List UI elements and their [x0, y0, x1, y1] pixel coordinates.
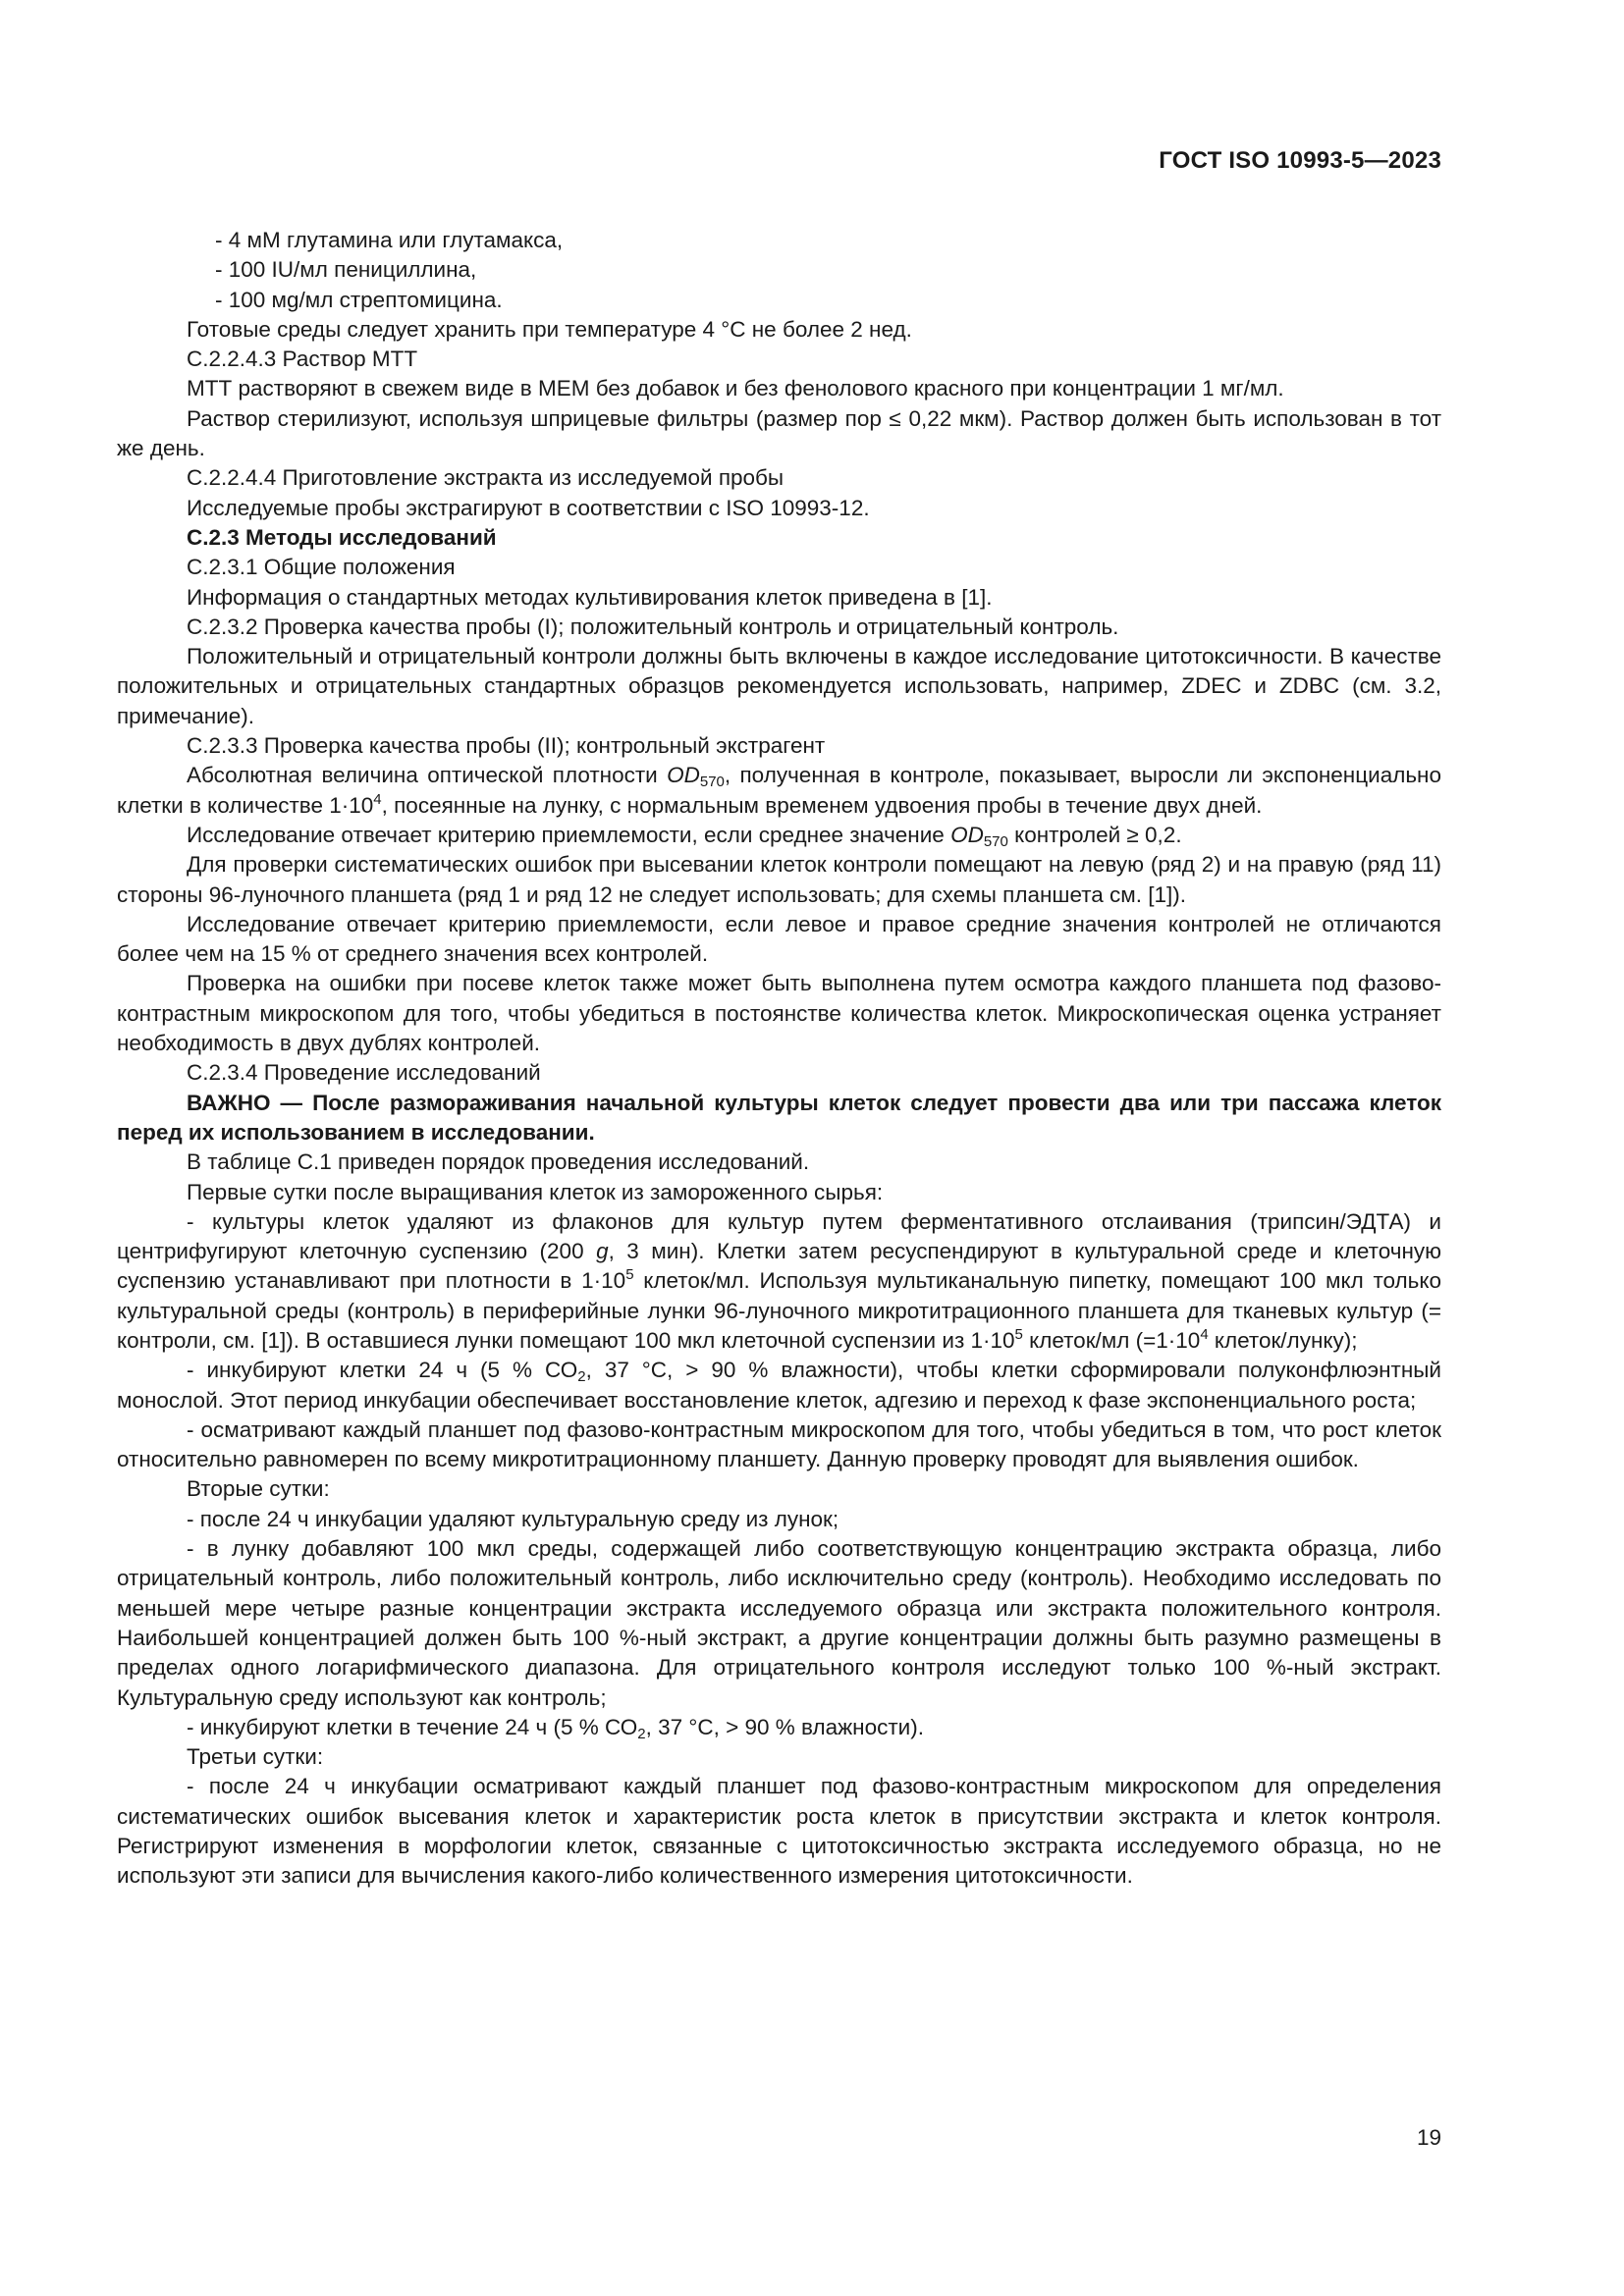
paragraph — [117, 821, 1441, 850]
text-run: , посеянные на лунку, с нормальным временем удвоения пробы в течение двух дней. — [381, 792, 1263, 818]
paragraph — [117, 761, 1441, 821]
superscript: 4 — [1200, 1325, 1209, 1343]
list-item: - после 24 ч инкубации удаляют культуральную среду из лунок; — [187, 1506, 839, 1531]
paragraph: Первые сутки после выращивания клеток из замороженного сырья: — [187, 1179, 884, 1204]
section-heading: С.2.2.4.3 Раствор МТТ — [187, 347, 418, 372]
subscript: 2 — [637, 1725, 646, 1742]
text-run: - инкубируют клетки 24 ч (5 % СО — [187, 1358, 578, 1383]
text-run: клеток/мл. Используя мультиканальную пипетку, помещают 100 мкл только культуральной среды (контроль) в периферийные лунки 96-луночного микротитрационного планшета для тканевых культур (= контроли, см. [1]). В оставшиеся лунки помещают 100 мкл клеточной суспензии из 1·10 — [117, 1268, 1441, 1353]
paragraph: В таблице С.1 приведен порядок проведения исследований. — [187, 1149, 810, 1175]
od-symbol: OD — [950, 822, 984, 847]
list-item: - после 24 ч инкубации осматривают каждый планшет под фазово-контрастным микроскопом для определения систематических ошибок высевания клеток и характеристик роста клеток в присутствии экстракта и клеток контроля. Регистрируют изменения в морфологии клеток, связанные с цитотоксичностью экстракта исследуемого образца, но не используют эти записи для вычисления какого-либо количественного измерения цитотоксичности. — [117, 1774, 1441, 1889]
od-symbol: OD — [667, 763, 700, 788]
section-heading: С.2.3.1 Общие положения — [187, 555, 456, 580]
paragraph: Положительный и отрицательный контроли должны быть включены в каждое исследование цитотоксичности. В качестве положительных и отрицательных стандартных образцов рекомендуется использовать, например, ZDEC и ZDBC (см. 3.2, примечание). — [117, 644, 1441, 728]
list-item: - 100 IU/мл пенициллина, — [215, 257, 477, 283]
text-run: , полученная в контроле, показывает, выросли ли экспоненциально клетки в количестве 1·10 — [117, 763, 1441, 818]
section-heading: С.2.3.2 Проверка качества пробы (I); положительный контроль и отрицательный контроль. — [187, 614, 1119, 639]
document-header: ГОСТ ISO 10993-5—2023 — [1159, 147, 1441, 174]
paragraph: Третьи сутки: — [187, 1744, 324, 1770]
paragraph: Проверка на ошибки при посеве клеток также может быть выполнена путем осмотра каждого планшета под фазово-контрастным микроскопом для того, чтобы убедиться в постоянстве количества клеток. Микроскопическая оценка устраняет необходимость в двух дублях контролей. — [117, 971, 1441, 1056]
section-heading-bold: С.2.3 Методы исследований — [187, 524, 497, 550]
paragraph: Исследуемые пробы экстрагируют в соответствии с ISO 10993-12. — [187, 495, 870, 520]
text-run: контролей ≥ 0,2. — [1007, 822, 1182, 847]
paragraph: Раствор стерилизуют, используя шприцевые фильтры (размер пор ≤ 0,22 мкм). Раствор должен быть использован в тот же день. — [117, 405, 1441, 461]
text-run: - инкубируют клетки в течение 24 ч (5 % СО — [187, 1714, 638, 1739]
list-item — [117, 1207, 1441, 1356]
section-heading: С.2.3.3 Проверка качества пробы (II); контрольный экстрагент — [187, 733, 826, 759]
list-item: - осматривают каждый планшет под фазово-контрастным микроскопом для того, чтобы убедиться в том, что рост клеток относительно равномерен по всему микротитрационному планшету. Данную проверку проводят для выявления ошибок. — [117, 1416, 1441, 1472]
text-run: , 37 °С, > 90 % влажности). — [645, 1714, 924, 1739]
paragraph: Для проверки систематических ошибок при высевании клеток контроли помещают на левую (ряд 2) и на правую (ряд 11) стороны 96-луночного планшета (ряд 1 и ряд 12 не следует использовать; для схемы планшета см. [1]). — [117, 852, 1441, 907]
text-run: клеток/лунку); — [1208, 1327, 1358, 1353]
g-symbol: g — [596, 1239, 609, 1264]
list-item — [117, 1713, 1441, 1742]
paragraph: МТТ растворяют в свежем виде в МЕМ без добавок и без фенолового красного при концентрации 1 мг/мл. — [187, 376, 1284, 401]
page-number: 19 — [1416, 2125, 1441, 2150]
text-run: , 3 мин). Клетки затем ресуспендируют в культуральной среде и клеточную суспензию устанавливают при плотности в 1·10 — [117, 1239, 1442, 1294]
paragraph: Исследование отвечает критерию приемлемости, если левое и правое средние значения контролей не отличаются более чем на 15 % от среднего значения всех контролей. — [117, 911, 1441, 967]
text-run: Абсолютная величина оптической плотности — [187, 763, 668, 788]
paragraph: Готовые среды следует хранить при температуре 4 °С не более 2 нед. — [187, 316, 912, 342]
important-note: ВАЖНО — После размораживания начальной культуры клеток следует провести два или три пассажа клеток перед их использованием в исследовании. — [117, 1090, 1441, 1145]
superscript: 5 — [1014, 1325, 1023, 1343]
section-heading: С.2.3.4 Проведение исследований — [187, 1060, 541, 1086]
document-body — [117, 226, 1441, 1892]
superscript: 4 — [373, 790, 382, 808]
list-item: - 4 мМ глутамина или глутамакса, — [215, 228, 564, 252]
text-run: клеток/мл (=1·10 — [1022, 1327, 1201, 1353]
list-item — [117, 1356, 1441, 1415]
paragraph: Вторые сутки: — [187, 1476, 330, 1502]
text-run: , 37 °С, > 90 % влажности), чтобы клетки сформировали полуконфлюэнтный монослой. Этот период инкубации обеспечивает восстановление клеток, адгезию и переход к фазе экспоненциального роста; — [117, 1358, 1441, 1413]
text-run: Исследование отвечает критерию приемлемости, если среднее значение — [187, 822, 951, 847]
subscript: 2 — [577, 1368, 586, 1386]
section-heading: С.2.2.4.4 Приготовление экстракта из исследуемой пробы — [187, 465, 785, 491]
list-item: - в лунку добавляют 100 мкл среды, содержащей либо соответствующую концентрацию экстракта образца, либо отрицательный контроль, либо положительный контроль, либо исключительно среду (контроль). Необходимо исследовать по меньшей мере четыре разные концентрации экстракта исследуемого образца или экстракта положительного контроля. Наибольшей концентрацией должен быть 100 %-ный экстракт, а другие концентрации должны быть разумно размещены в пределах одного логарифмического диапазона. Для отрицательного контроля исследуют только 100 %-ный экстракт. Культуральную среду используют как контроль; — [117, 1536, 1441, 1710]
list-item: - 100 мg/мл стрептомицина. — [215, 287, 503, 312]
subscript: 570 — [699, 774, 725, 791]
paragraph: Информация о стандартных методах культивирования клеток приведена в [1]. — [187, 584, 993, 610]
superscript: 5 — [625, 1266, 634, 1284]
subscript: 570 — [983, 832, 1008, 850]
text-run: - культуры клеток удаляют из флаконов для культур путем ферментативного отслаивания (трипсин/ЭДТА) и центрифугируют клеточную суспензию (200 — [117, 1208, 1441, 1264]
